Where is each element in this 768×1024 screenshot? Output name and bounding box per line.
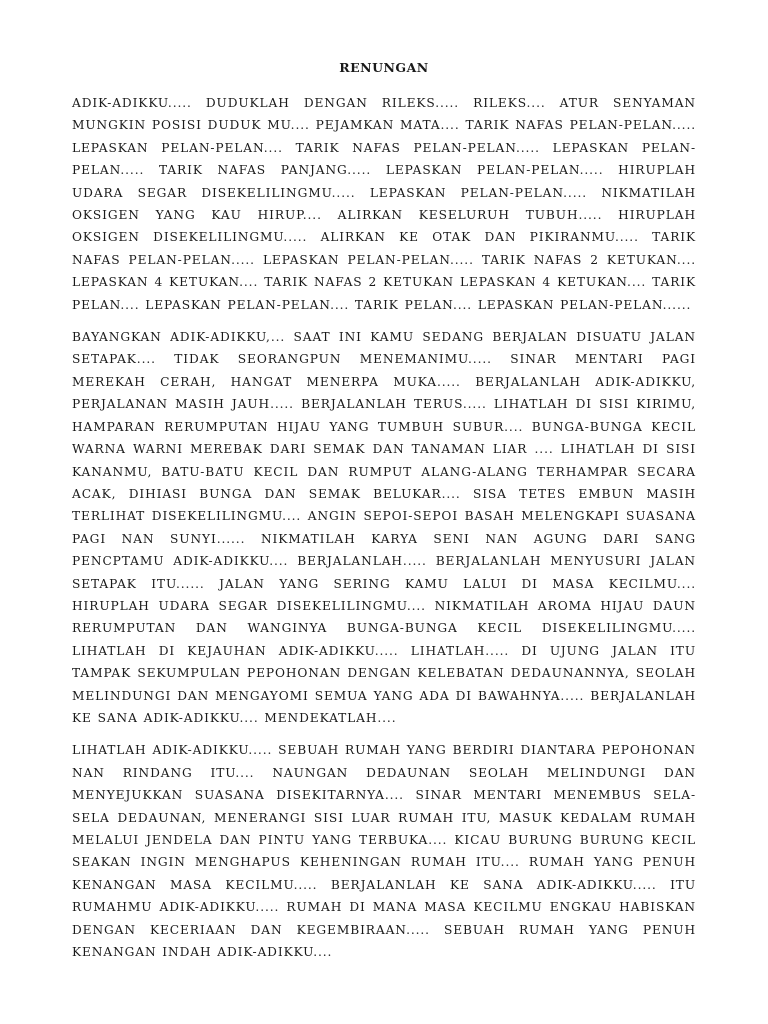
paragraph-breathing: ADIK-ADIKKU..... DUDUKLAH DENGAN RILEKS..... RILEKS.... ATUR SENYAMAN MUNGKIN POSISI DUDUK MU.... PEJAMKAN MATA.... TARIK NAFAS PELAN-PELAN..... LEPASKAN PELAN-PELAN.... TARIK NAFAS PELAN-PELAN..... LEPASKAN PELAN-PELAN..... TARIK NAFAS PANJANG..... LEPASKAN PELAN-PELAN..... HIRUPLAH UDARA SEGAR DISEKELILINGMU..... LEPASKAN PELAN-PELAN..... NIKMATILAH OKSIGEN YANG KAU HIRUP.... ALIRKAN KESELURUH TUBUH..... HIRUPLAH OKSIGEN DISEKELILINGMU..... ALIRKAN KE OTAK DAN PIKIRANMU..... TARIK NAFAS PELAN-PELAN..... LEPASKAN PELAN-PELAN..... TARIK NAFAS 2 KETUKAN.... LEPASKAN 4 KETUKAN.... TARIK NAFAS 2 KETUKAN LEPASKAN 4 KETUKAN.... TARIK PELAN.... LEPASKAN PELAN-PELAN.... TARIK PELAN.... LEPASKAN PELAN-PELAN......	[72, 96, 696, 312]
document-title: RENUNGAN	[339, 60, 429, 75]
paragraph-house: LIHATLAH ADIK-ADIKKU..... SEBUAH RUMAH YANG BERDIRI DIANTARA PEPOHONAN NAN RINDANG ITU.... NAUNGAN DEDAUNAN SEOLAH MELINDUNGI DAN MENYEJUKKAN SUASANA DISEKITARNYA.... SINAR MENTARI MENEMBUS SELA-SELA DEDAUNAN, MENERANGI SISI LUAR RUMAH ITU, MASUK KEDALAM RUMAH MELALUI JENDELA DAN PINTU YANG TERBUKA.... KICAU BURUNG BURUNG KECIL SEAKAN INGIN MENGHAPUS KEHENINGAN RUMAH ITU.... RUMAH YANG PENUH KENANGAN MASA KECILMU..... BERJALANLAH KE SANA ADIK-ADIKKU..... ITU RUMAHMU ADIK-ADIKKU..... RUMAH DI MANA MASA KECILMU ENGKAU HABISKAN DENGAN KECERIAAN DAN KEGEMBIRAAN..... SEBUAH RUMAH YANG PENUH KENANGAN INDAH ADIK-ADIKKU....	[72, 743, 696, 960]
paragraph-path: BAYANGKAN ADIK-ADIKKU,... SAAT INI KAMU SEDANG BERJALAN DISUATU JALAN SETAPAK.... TIDAK SEORANGPUN MENEMANIMU..... SINAR MENTARI PAGI MEREKAH CERAH, HANGAT MENERPA MUKA..... BERJALANLAH ADIK-ADIKKU, PERJALANAN MASIH JAUH..... BERJALANLAH TERUS..... LIHATLAH DI SISI KIRIMU, HAMPARAN RERUMPUTAN HIJAU YANG TUMBUH SUBUR.... BUNGA-BUNGA KECIL WARNA WARNI MEREBAK DARI SEMAK DAN TANAMAN LIAR .... LIHATLAH DI SISI KANANMU, BATU-BATU KECIL DAN RUMPUT ALANG-ALANG TERHAMPAR SECARA ACAK, DIHIASI BUNGA DAN SEMAK BELUKAR.... SISA TETES EMBUN MASIH TERLIHAT DISEKELILINGMU.... ANGIN SEPOI-SEPOI BASAH MELENGKAPI SUASANA PAGI NAN SUNYI...... NIKMATILAH KARYA SENI NAN AGUNG DARI SANG PENCPTAMU ADIK-ADIKKU.... BERJALANLAH..... BERJALANLAH MENYUSURI JALAN SETAPAK ITU...... JALAN YANG SERING KAMU LALUI DI MASA KECILMU.... HIRUPLAH UDARA SEGAR DISEKELILINGMU.... NIKMATILAH AROMA HIJAU DAUN RERUMPUTAN DAN WANGINYA BUNGA-BUNGA KECIL DISEKELILINGMU..... LIHATLAH DI KEJAUHAN ADIK-ADIKKU..... LIHATLAH..... DI UJUNG JALAN ITU TAMPAK SEKUMPULAN PEPOHONAN DENGAN KELEBATAN DEDAUNANNYA, SEOLAH MELINDUNGI DAN MENGAYOMI SEMUA YANG ADA DI BAWAHNYA..... BERJALANLAH KE SANA ADIK-ADIKKU.... MENDEKATLAH....	[72, 330, 696, 725]
document-page	[72, 58, 696, 973]
